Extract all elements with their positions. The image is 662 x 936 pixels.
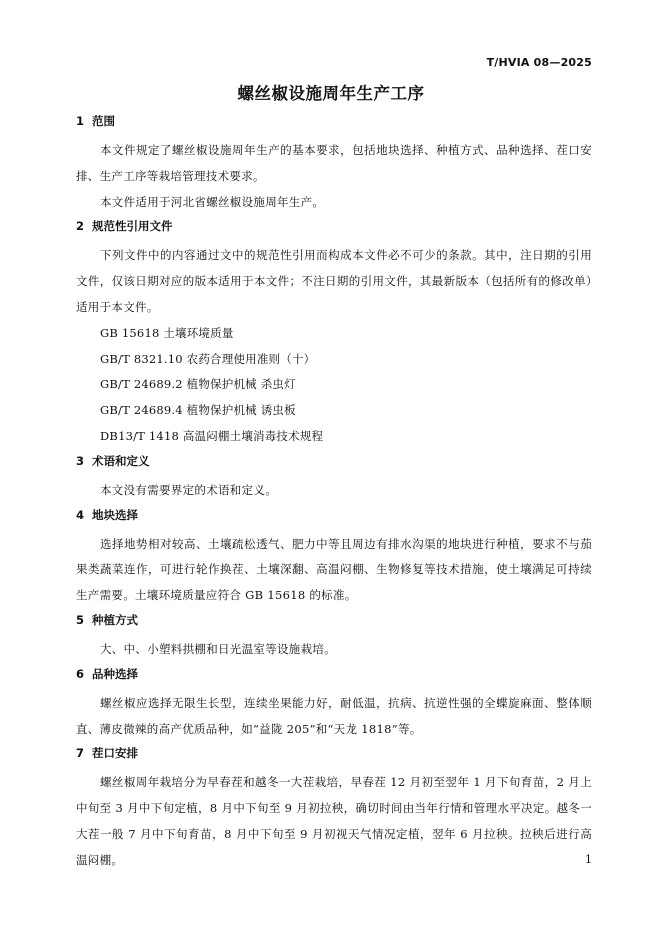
paragraph: 选择地势相对较高、土壤疏松透气、肥力中等且周边有排水沟渠的地块进行种植，要求不与茄果类蔬菜连作，可进行轮作换茬、土壤深翻、高温闷棚、生物修复等技术措施，使土壤满足可持续生产需要。土壤环境质量应符合 GB 15618 的标准。 — [76, 536, 592, 603]
reference-item: DB13/T 1418 高温闷棚土壤消毒技术规程 — [100, 428, 324, 443]
reference-item: GB/T 8321.10 农药合理使用准则（十） — [100, 351, 316, 366]
section-heading — [76, 665, 592, 691]
section-cropping-schedule — [76, 744, 592, 873]
paragraph: 螺丝椒应选择无限生长型，连续坐果能力好，耐低温，抗病、抗逆性强的全蝶旋麻面、整体顺直、薄皮微辣的高产优质品种，如“益陇 205”和“天龙 1818”等。 — [76, 695, 592, 736]
section-title: 种植方式 — [92, 612, 139, 627]
document-title: 螺丝椒设施周年生产工序 — [237, 84, 425, 103]
document-body — [76, 112, 592, 874]
section-scope — [76, 112, 592, 215]
section-planting-method — [76, 611, 592, 663]
section-heading — [76, 112, 592, 138]
section-title: 地块选择 — [92, 507, 139, 522]
section-title: 范围 — [92, 114, 116, 128]
section-title: 品种选择 — [92, 666, 139, 681]
paragraph: 本文没有需要界定的术语和定义。 — [100, 482, 277, 497]
reference-item: GB/T 24689.2 植物保护机械 杀虫灯 — [100, 377, 296, 392]
section-number: 6 — [76, 666, 85, 681]
section-number: 4 — [76, 507, 85, 522]
section-heading — [76, 452, 592, 478]
section-heading — [76, 506, 592, 532]
paragraph: 本文件适用于河北省螺丝椒设施周年生产。 — [100, 194, 325, 209]
paragraph: 下列文件中的内容通过文中的规范性引用而构成本文件必不可少的条款。其中，注日期的引用文件，仅该日期对应的版本适用于本文件；不注日期的引用文件，其最新版本（包括所有的修改单）适用于本文件。 — [76, 248, 592, 314]
section-title: 规范性引用文件 — [92, 219, 173, 234]
section-number: 5 — [76, 612, 85, 627]
section-title: 术语和定义 — [92, 453, 150, 468]
section-number: 7 — [76, 746, 85, 761]
section-normative-references — [76, 217, 592, 449]
section-variety-selection — [76, 665, 592, 743]
paragraph: 大、中、小塑料拱棚和日光温室等设施栽培。 — [100, 641, 336, 656]
page-number: 1 — [585, 853, 592, 866]
paragraph: 螺丝椒周年栽培分为早春茬和越冬一大茬栽培，早春茬 12 月初至翌年 1 月下旬育苗，2 月上中旬至 3 月中下旬定植，8 月中下旬至 9 月初拉秧，确切时间由当年行情和管理水平决定。越冬一大茬一般 7 月中下旬育苗，8 月中下旬至 9 月初视天气情况定植，翌年 6 月拉秧。拉秧后进行高温闷棚。 — [76, 775, 592, 867]
section-heading — [76, 611, 592, 637]
standard-code: T/HVIA 08—2025 — [486, 56, 592, 69]
section-number: 3 — [76, 453, 85, 468]
paragraph: 本文件规定了螺丝椒设施周年生产的基本要求，包括地块选择、种植方式、品种选择、茬口安排、生产工序等栽培管理技术要求。 — [76, 143, 592, 183]
section-plot-selection — [76, 506, 592, 609]
section-heading — [76, 744, 592, 770]
section-title: 茬口安排 — [92, 746, 139, 761]
reference-item: GB 15618 土壤环境质量 — [100, 325, 234, 340]
section-number: 2 — [76, 219, 85, 234]
section-terms — [76, 452, 592, 504]
section-heading — [76, 217, 592, 243]
reference-item: GB/T 24689.4 植物保护机械 诱虫板 — [100, 403, 296, 418]
section-number: 1 — [76, 114, 85, 128]
